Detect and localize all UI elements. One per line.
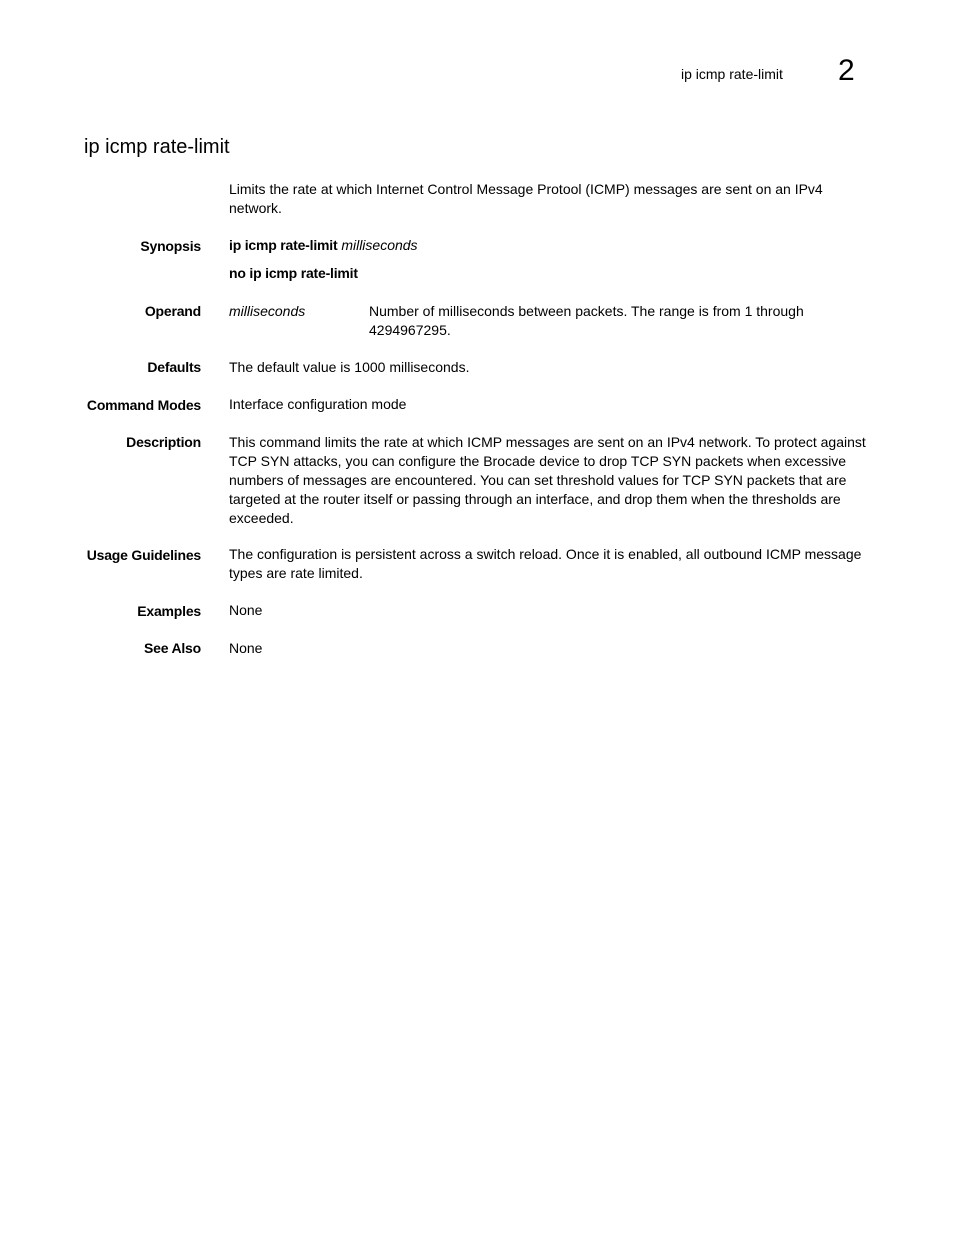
see-also-text: None: [229, 640, 263, 656]
examples-text: None: [229, 602, 263, 618]
running-header: ip icmp rate-limit: [681, 66, 783, 82]
synopsis-label: Synopsis: [140, 238, 201, 254]
operand-name: milliseconds: [229, 303, 306, 319]
synopsis-command: ip icmp rate-limit: [229, 237, 338, 253]
synopsis-line-1: [229, 236, 869, 255]
usage-guidelines-text: The configuration is persistent across a switch reload. Once it is enabled, all outbound ICMP message types are rate limited.: [229, 546, 862, 581]
intro-paragraph: Limits the rate at which Internet Control Message Protool (ICMP) messages are sent on an IPv4 network.: [229, 181, 823, 216]
synopsis-line-2: [229, 264, 869, 283]
usage-guidelines-label: Usage Guidelines: [86, 547, 201, 563]
examples-label: Examples: [137, 603, 201, 619]
defaults-label: Defaults: [147, 359, 201, 375]
description-text: This command limits the rate at which ICMP messages are sent on an IPv4 network. To protect against TCP SYN attacks, you can configure the Brocade device to drop TCP SYN packets when excessive numbers of messages are encountered. You can set threshold values for TCP SYN packets that are targeted at the router itself or passing through an interface, and drop them when the thresholds are exceeded.: [229, 434, 866, 526]
defaults-text: The default value is 1000 milliseconds.: [229, 359, 470, 375]
operand-label: Operand: [144, 303, 201, 319]
operand-description: Number of milliseconds between packets. The range is from 1 through 4294967295.: [369, 303, 804, 338]
page-title: ip icmp rate-limit: [84, 136, 230, 158]
see-also-label: See Also: [143, 640, 201, 656]
synopsis-body: [229, 236, 869, 283]
synopsis-parameter: milliseconds: [341, 237, 418, 253]
command-modes-text: Interface configuration mode: [229, 396, 407, 412]
command-modes-label: Command Modes: [86, 397, 201, 413]
chapter-number: 2: [838, 54, 855, 87]
description-label: Description: [126, 434, 201, 450]
synopsis-no-command: no ip icmp rate-limit: [229, 265, 358, 281]
